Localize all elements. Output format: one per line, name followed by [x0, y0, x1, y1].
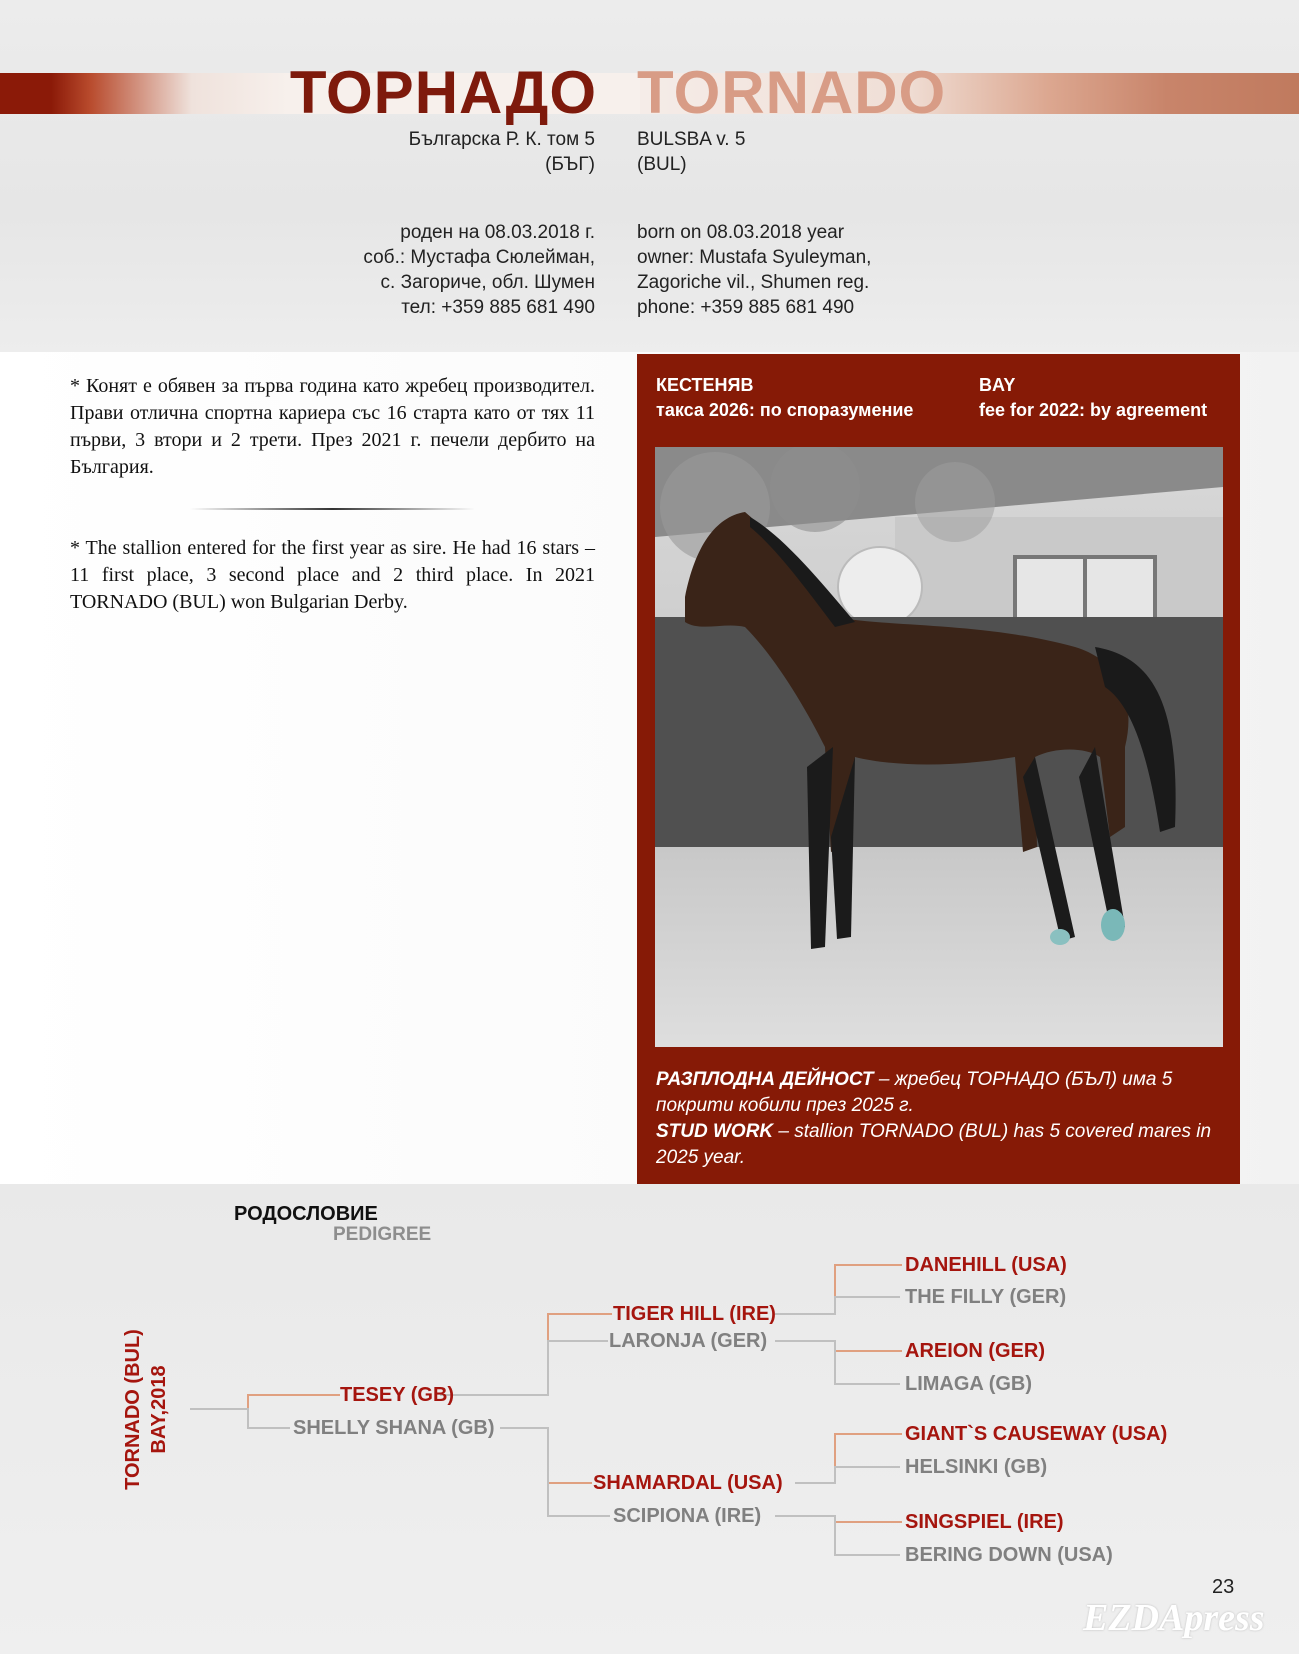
details-bg-line: с. Загориче, обл. Шумен: [380, 272, 595, 293]
pedigree-sire: TESEY (GB): [340, 1384, 455, 1406]
details-en-line: owner: Mustafa Syuleyman,: [637, 247, 872, 268]
stud-label-bg: РАЗПЛОДНА ДЕЙНОСТ: [656, 1069, 874, 1090]
stud-work: [656, 1067, 1226, 1171]
line-g3-2: [775, 1297, 900, 1314]
pedigree-sire-sire: TIGER HILL (IRE): [613, 1303, 776, 1325]
pedigree-dam-dam: SCIPIONA (IRE): [613, 1505, 762, 1527]
pedigree-g3-name: DANEHILL (USA): [905, 1254, 1067, 1276]
pedigree-dam-sire: SHAMARDAL (USA): [593, 1472, 783, 1494]
pedigree-g3-name: SINGSPIEL (IRE): [905, 1511, 1064, 1533]
line-to-sire: [190, 1395, 340, 1409]
pedigree-g3-name: AREION (GER): [905, 1340, 1045, 1362]
fee-en: fee for 2022: by agreement: [979, 400, 1208, 420]
coat-color-bg: КЕСТЕНЯВ: [656, 375, 754, 395]
details-en-line: phone: +359 885 681 490: [637, 297, 855, 318]
description-bg: * Конят е обявен за първа година като жребец производител. Прави отлична спортна кариера със 16 старта като от тях 11 първи, 3 втори и 2 трети. През 2021 г. печели дербито на България.: [70, 375, 595, 478]
line-g3-5: [795, 1434, 902, 1483]
line-g3-4: [775, 1341, 900, 1384]
pedigree-title-bg: РОДОСЛОВИЕ: [234, 1203, 378, 1225]
details-bg-line: тел: +359 885 681 490: [401, 297, 595, 318]
pedigree-title-en: PEDIGREE: [333, 1224, 432, 1245]
description-divider: [190, 508, 475, 510]
registry-en-line: BULSBA v. 5: [637, 129, 746, 150]
pedigree-sire-dam: LARONJA (GER): [609, 1330, 768, 1352]
stud-text-en: – stallion TORNADO (BUL) has 5 covered mares in 2025 year.: [656, 1121, 1212, 1168]
stud-label-en: STUD WORK: [656, 1121, 774, 1142]
registry-bg: [409, 127, 595, 177]
line-g3-6: [795, 1467, 900, 1483]
details-en-line: Zagoriche vil., Shumen reg.: [637, 272, 870, 293]
coat-color-en: BAY: [979, 375, 1016, 395]
horse-photo-illustration: [655, 447, 1223, 1047]
details-bg-line: соб.: Мустафа Сюлейман,: [363, 247, 595, 268]
horse-photo: [655, 447, 1223, 1047]
subject-name: TORNADO (BUL): [122, 1329, 144, 1490]
description-en: * The stallion entered for the first year as sire. He had 16 stars – 11 first place, 3 second place and 2 third place. In 2021 TORNADO (BUL) won Bulgarian Derby.: [70, 537, 595, 613]
line-to-dam: [190, 1409, 290, 1428]
pedigree-subject: [120, 1322, 180, 1497]
line-to-sire-sire: [440, 1314, 612, 1395]
line-g3-1: [775, 1265, 902, 1314]
pedigree-g3-name: HELSINKI (GB): [905, 1456, 1048, 1478]
pedigree-g3-name: BERING DOWN (USA): [905, 1544, 1113, 1566]
publisher-logo: EZDApress: [1083, 1597, 1265, 1639]
registry-en: [637, 127, 745, 177]
pedigree-dam: SHELLY SHANA (GB): [293, 1417, 495, 1439]
pedigree-g3-name: GIANT`S CAUSEWAY (USA): [905, 1423, 1168, 1445]
line-g3-3: [775, 1341, 902, 1351]
line-to-dam-sire: [500, 1428, 592, 1483]
page-number: 23: [1212, 1576, 1235, 1598]
subject-info: BAY,2018: [148, 1365, 170, 1454]
horse-name-en: TORNADO: [637, 59, 947, 126]
registry-bg-line: Българска Р. К. том 5: [408, 129, 595, 150]
registry-bg-line: (БЪГ): [545, 154, 595, 175]
details-bg-line: роден на 08.03.2018 г.: [400, 222, 595, 243]
stud-text-bg: – жребец ТОРНАДО (БЪЛ) има 5 покрити кобили през 2025 г.: [656, 1069, 1173, 1116]
details-en: [637, 220, 871, 320]
horse-name-bg: ТОРНАДО: [289, 59, 597, 126]
details-bg: [363, 220, 595, 320]
details-en-line: born on 08.03.2018 year: [637, 222, 845, 243]
registry-en-line: (BUL): [637, 154, 687, 175]
line-to-sire-dam: [440, 1341, 608, 1395]
fee-bg: такса 2026: по споразумение: [656, 400, 914, 420]
pedigree-g3-name: THE FILLY (GER): [905, 1286, 1067, 1308]
pedigree-g3-name: LIMAGA (GB): [905, 1373, 1033, 1395]
